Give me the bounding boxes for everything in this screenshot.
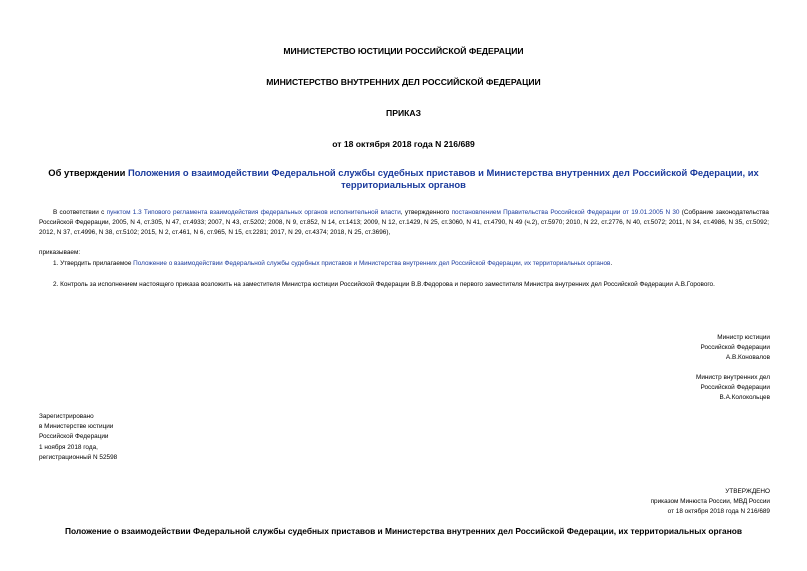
order-title xyxy=(40,167,767,191)
registration-line-3: Российской Федерации xyxy=(39,433,109,441)
signature-2-line-1: Министр внутренних дел xyxy=(696,374,770,381)
regulation-link[interactable]: Положение о взаимодействии Федеральной службы судебных приставов и Министерства внутренних дел Российской Федерации, их территориальных органов xyxy=(133,260,611,267)
signature-1-line-2: Российской Федерации xyxy=(700,344,770,351)
regulation-title-link[interactable]: Положения о взаимодействии Федеральной службы судебных приставов и Министерства внутренних дел Российской Федерации, их территориальных органов xyxy=(127,167,759,190)
ministry-justice-heading: МИНИСТЕРСТВО ЮСТИЦИИ РОССИЙСКОЙ ФЕДЕРАЦИИ xyxy=(283,46,524,56)
date-number-heading: от 18 октября 2018 года N 216/689 xyxy=(332,139,475,149)
registration-line-4: 1 ноября 2018 года, xyxy=(39,443,98,451)
item-2-paragraph: 2. Контроль за исполнением настоящего приказа возложить на заместителя Министра юстиции Российской Федерации В.В.Федорова и первого заместителя Министра внутренних дел Российской Федерации А.В.Горового. xyxy=(53,281,715,288)
signature-interior-minister xyxy=(696,373,770,403)
approval-block xyxy=(651,487,770,517)
ministry-interior-heading: МИНИСТЕРСТВО ВНУТРЕННИХ ДЕЛ РОССИЙСКОЙ ФЕДЕРАЦИИ xyxy=(266,77,541,87)
approval-line-3: от 18 октября 2018 года N 216/689 xyxy=(667,508,770,515)
signature-2-line-3: В.А.Колокольцев xyxy=(719,394,770,401)
document-type-heading: ПРИКАЗ xyxy=(386,108,421,118)
regulation-heading: Положение о взаимодействии Федеральной службы судебных приставов и Министерства внутренних дел Российской Федерации, их территориальных органов xyxy=(64,526,743,536)
preamble-text-3: (Собрание законодательства Российской Федерации, 2005, N 4, ст.305, N 47, ст.4933; 2007, N 43, ст.5202; 2008, N 9, ст.852, N 14, ст.1413; 2009, N 12, ст.1429, N 25, ст.3060, N 41, ст.4790, N 49 (ч.2), ст.5970; 2010, N 22, ст.2776, N 40, ст.5072; 2011, N 34, ст.4986, N 35, ст.5092; 2012, N 37, ст.4996, N 38, ст.5102; 2015, N 2, ст.461, N 6, ст.965, N 15, ст.2281; 2017, N 29, ст.4374; 2018, N 25, ст.3696), xyxy=(39,209,769,236)
signature-2-line-2: Российской Федерации xyxy=(700,384,770,391)
preamble-text-1: В соответствии с xyxy=(53,209,107,216)
approval-line-2: приказом Минюста России, МВД России xyxy=(650,498,770,505)
registration-line-1: Зарегистрировано xyxy=(39,413,94,420)
registration-line-2: в Министерстве юстиции xyxy=(39,423,114,431)
item-1-paragraph xyxy=(39,259,769,269)
signature-1-line-1: Министр юстиции xyxy=(717,334,770,341)
preamble-text-2: , утвержденного xyxy=(400,209,452,216)
registration-line-5: регистрационный N 52598 xyxy=(39,453,118,461)
order-word: приказываем: xyxy=(39,249,81,256)
signature-justice-minister xyxy=(701,333,771,363)
government-decree-link[interactable]: постановлением Правительства Российской Федерации от 19.01.2005 N 30 xyxy=(451,209,680,216)
signature-1-line-3: А.В.Коновалов xyxy=(725,354,770,361)
registration-block xyxy=(39,412,117,463)
approval-line-1: УТВЕРЖДЕНО xyxy=(725,488,770,495)
typical-regulation-link[interactable]: пунктом 1.3 Типового регламента взаимодействия федеральных органов исполнительной власти xyxy=(106,209,401,216)
item-1-end: . xyxy=(610,260,613,267)
item-1-text: 1. Утвердить прилагаемое xyxy=(53,260,134,267)
preamble-paragraph xyxy=(39,208,769,237)
order-title-prefix: Об утверждении xyxy=(48,167,128,178)
